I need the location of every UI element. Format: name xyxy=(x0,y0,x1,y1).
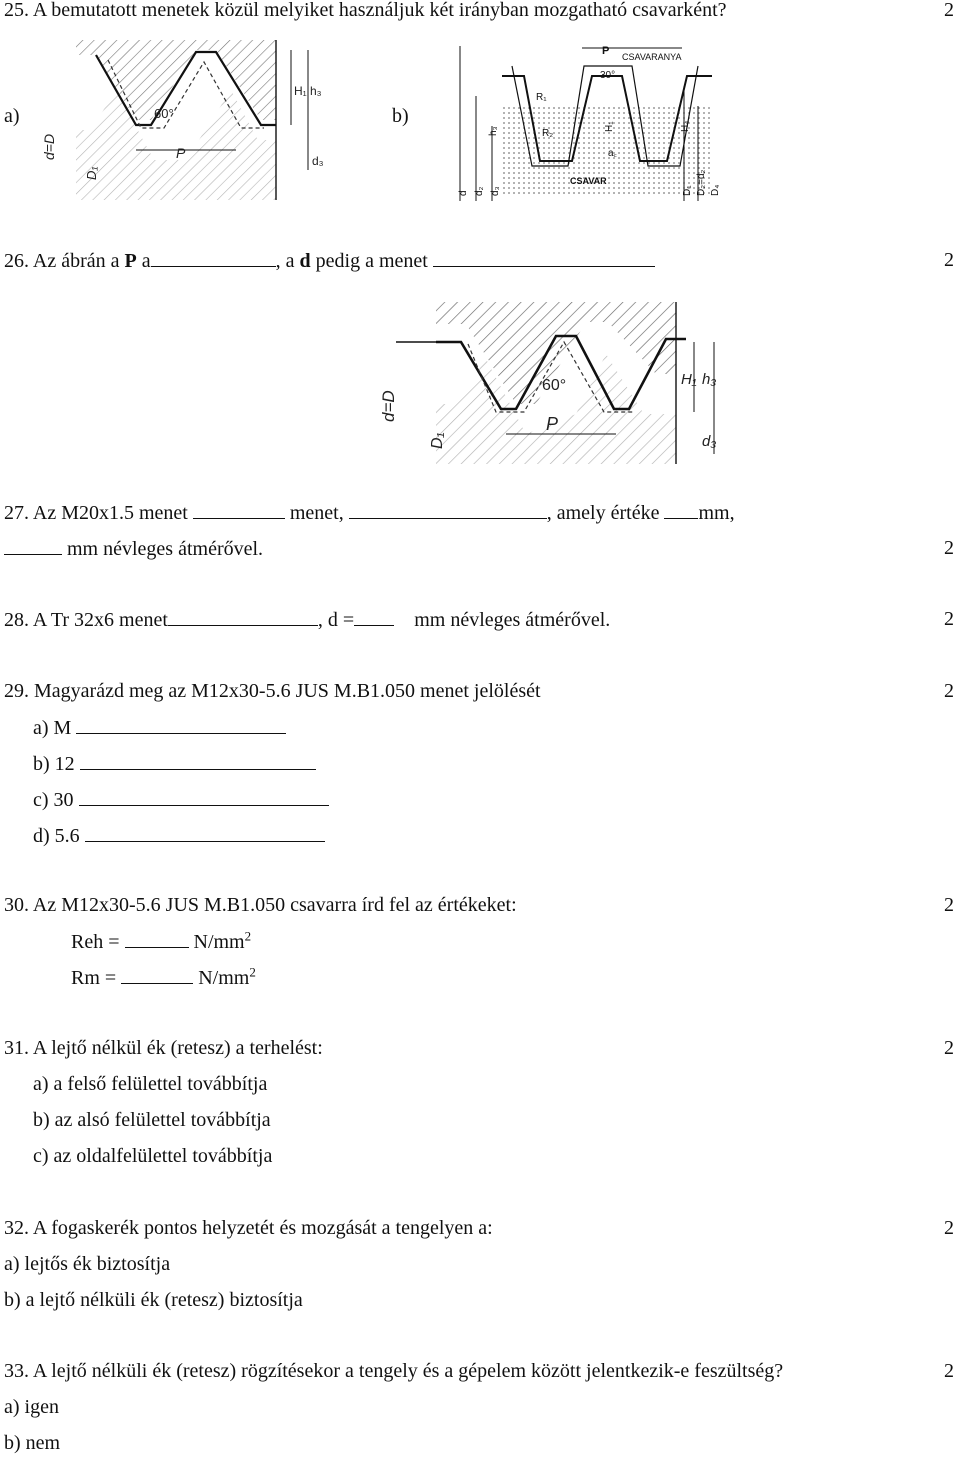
svg-text:d₃: d₃ xyxy=(312,154,324,168)
q30-reh: Reh = $N/mm^2$ xyxy=(71,928,252,953)
svg-text:h₃: h₃ xyxy=(488,126,499,136)
svg-text:d=D: d=D xyxy=(379,390,398,422)
q29-item-d: d) 5.6 xyxy=(33,823,325,848)
svg-text:d=D: d=D xyxy=(41,133,57,160)
q31-text: 31. A lejtő nélkül ék (retesz) a terhelést: xyxy=(4,1037,323,1059)
svg-text:30°: 30° xyxy=(600,70,616,81)
svg-text:d₃: d₃ xyxy=(702,433,717,450)
svg-text:D₁: D₁ xyxy=(429,432,446,449)
svg-text:R₂: R₂ xyxy=(542,128,554,139)
q32-option-a[interactable]: a) lejtős ék biztosítja xyxy=(4,1253,171,1275)
q28-text: 28. A Tr 32x6 menet , d = mm névleges átmérővel. xyxy=(4,609,611,631)
svg-text:D₁: D₁ xyxy=(84,166,99,180)
q31-option-a[interactable]: a) a felső felülettel továbbítja xyxy=(33,1073,268,1095)
q29-item-a: a) M xyxy=(33,715,286,740)
q29-text: 29. Magyarázd meg az M12x30-5.6 JUS M.B1.050 menet jelölését xyxy=(4,680,541,702)
trapezoidal-thread-figure-b xyxy=(452,36,728,206)
q32-option-b[interactable]: b) a lejtő nélküli ék (retesz) biztosítja xyxy=(4,1289,303,1311)
q25-option-a[interactable]: a) xyxy=(4,105,20,127)
q33-text: 33. A lejtő nélküli ék (retesz) rögzítésekor a tengely és a gépelem között jelentkezik-e feszültség? xyxy=(4,1360,784,1382)
q29-blank-c[interactable] xyxy=(79,787,329,806)
svg-text:a꜀: a꜀ xyxy=(608,148,618,159)
q30-reh-blank[interactable] xyxy=(125,929,189,948)
q27-blank-2[interactable] xyxy=(349,500,547,519)
q27-blank-4[interactable] xyxy=(4,536,62,555)
q25-text: 25. A bemutatott menetek közül melyiket használjuk két irányban mozgatható csavarként? xyxy=(4,0,727,21)
q29-blank-a[interactable] xyxy=(76,715,286,734)
svg-text:P: P xyxy=(602,45,610,57)
q27-line2: mm névleges átmérővel. xyxy=(4,536,263,561)
q33-points: 2 xyxy=(944,1360,954,1382)
q30-rm: $Rm = N/mm^2$ xyxy=(71,964,256,989)
q27-points: 2 xyxy=(944,537,954,559)
svg-text:D₁: D₁ xyxy=(682,185,693,196)
svg-text:d: d xyxy=(458,190,469,196)
q33-option-a[interactable]: a) igen xyxy=(4,1396,59,1418)
svg-text:d₃: d₃ xyxy=(490,186,501,196)
svg-text:CSAVARANYA: CSAVARANYA xyxy=(622,52,682,62)
q25-points: 2 xyxy=(944,0,954,21)
fig-a-angle-label: 60° xyxy=(154,106,174,121)
q27-line1: 27. Az M20x1.5 menet menet, , amely értéke mm, xyxy=(4,502,735,524)
q28-points: 2 xyxy=(944,608,954,630)
q30-points: 2 xyxy=(944,894,954,916)
q33-option-b[interactable]: b) nem xyxy=(4,1432,61,1454)
svg-text:h₃: h₃ xyxy=(310,84,322,98)
metric-thread-figure-q26 xyxy=(376,294,726,474)
q26-blank-d[interactable] xyxy=(433,248,655,267)
q30-text: 30. Az M12x30-5.6 JUS M.B1.050 csavarra írd fel az értékeket: xyxy=(4,894,517,916)
q25-option-b[interactable]: b) xyxy=(392,105,409,127)
q32-text: 32. A fogaskerék pontos helyzetét és mozgását a tengelyen a: xyxy=(4,1217,493,1239)
q26-points: 2 xyxy=(944,249,954,271)
q30-rm-blank[interactable] xyxy=(121,965,193,984)
q31-points: 2 xyxy=(944,1037,954,1059)
q27-blank-3[interactable] xyxy=(664,500,698,519)
svg-text:H₁: H₁ xyxy=(294,84,307,98)
metric-thread-figure-a xyxy=(36,30,336,220)
svg-text:R₁: R₁ xyxy=(536,92,547,103)
svg-text:H₄: H₄ xyxy=(680,120,691,132)
svg-text:h₃: h₃ xyxy=(702,371,717,388)
q31-option-b[interactable]: b) az alsó felülettel továbbítja xyxy=(33,1109,271,1131)
svg-text:P: P xyxy=(546,414,559,434)
q29-blank-d[interactable] xyxy=(85,823,325,842)
svg-text:60°: 60° xyxy=(542,377,567,394)
q28-blank-1[interactable] xyxy=(168,607,318,626)
svg-text:D₂=d₂: D₂=d₂ xyxy=(696,169,707,196)
q26-text: 26. Az ábrán a P a , a d pedig a menet xyxy=(4,248,655,273)
q29-item-b: b) 12 xyxy=(33,751,316,776)
svg-text:CSAVAR: CSAVAR xyxy=(570,176,607,186)
q29-item-c: c) 30 xyxy=(33,787,329,812)
q26-blank-p[interactable] xyxy=(151,248,276,267)
q32-points: 2 xyxy=(944,1217,954,1239)
svg-text:H₁: H₁ xyxy=(681,371,697,388)
q31-option-c[interactable]: c) az oldalfelülettel továbbítja xyxy=(33,1145,273,1167)
q29-points: 2 xyxy=(944,680,954,702)
svg-text:D₄: D₄ xyxy=(710,184,721,196)
q27-blank-1[interactable] xyxy=(193,500,285,519)
svg-text:P: P xyxy=(176,145,186,161)
svg-text:H₁: H₁ xyxy=(604,121,615,132)
q29-blank-b[interactable] xyxy=(80,751,316,770)
svg-text:d₂: d₂ xyxy=(474,186,485,196)
q28-blank-2[interactable] xyxy=(354,607,394,626)
